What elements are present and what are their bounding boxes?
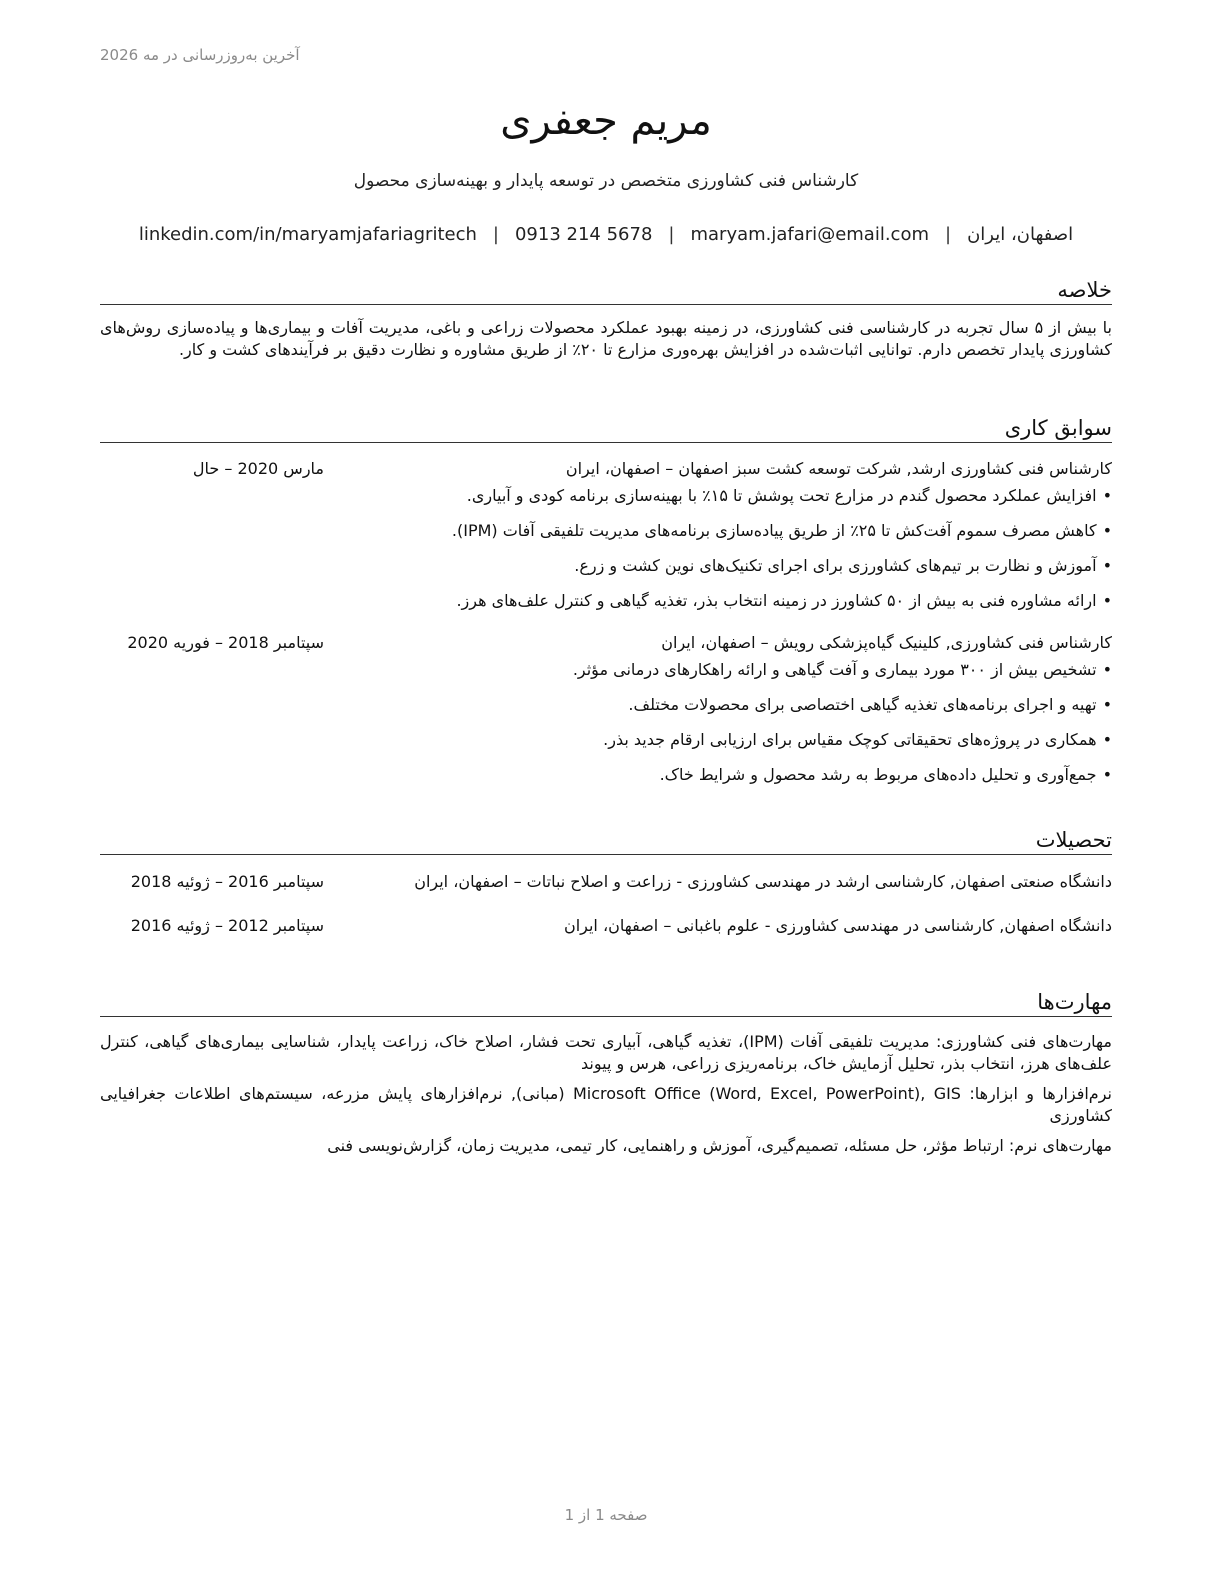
last-updated-note: آخرین به‌روزرسانی در مه 2026 <box>100 46 300 64</box>
list-item: • تهیه و اجرای برنامه‌های تغذیه گیاهی اختصاصی برای محصولات مختلف. <box>100 694 1112 716</box>
skills-section <box>100 990 1112 1165</box>
contact-location: اصفهان، ایران <box>967 224 1074 245</box>
education-section <box>100 828 1112 938</box>
list-item: • ارائه مشاوره فنی به بیش از ۵۰ کشاورز در زمینه انتخاب بذر، تغذیه گیاهی و کنترل علف‌های هرز. <box>100 590 1112 612</box>
education-title: دانشگاه صنعتی اصفهان, کارشناسی ارشد در مهندسی کشاورزی - زراعت و اصلاح نباتات – اصفهان، ایران <box>414 872 1112 892</box>
education-date: سپتامبر 2012 – ژوئیه 2016 <box>130 916 324 936</box>
job-title: کارشناس فنی کشاورزی, کلینیک گیاه‌پزشکی رویش – اصفهان، ایران <box>661 633 1112 653</box>
contact-separator: | <box>492 224 499 245</box>
skill-line: مهارت‌های نرم: ارتباط مؤثر، حل مسئله، تصمیم‌گیری، آموزش و راهنمایی، کار تیمی، مدیریت زمان، گزارش‌نویسی فنی <box>327 1136 1112 1156</box>
job-header <box>100 457 1112 481</box>
job-bullets <box>100 485 1112 612</box>
skill-line: مهارت‌های فنی کشاورزی: مدیریت تلفیقی آفات (IPM)، تغذیه گیاهی، آبیاری تحت فشار، اصلاح خاک، زراعت پایدار، شناسایی بیماری‌های گیاهی، کنترل علف‌های هرز، انتخاب بذر، تحلیل آزمایش خاک، برنامه‌ریزی زراعی، هرس و پیوند <box>100 1032 1113 1074</box>
skill-line: نرم‌افزارها و ابزارها: Microsoft Office (Word, Excel, PowerPoint), GIS (مبانی), نرم‌افزارهای پایش مزرعه، سیستم‌های اطلاعات جغرافیایی کشاورزی <box>100 1084 1112 1126</box>
contact-email[interactable]: maryam.jafari@email.com <box>690 224 929 245</box>
job-bullets <box>100 659 1112 786</box>
skills-list <box>100 1031 1112 1157</box>
experience-section <box>100 416 1112 799</box>
education-entry <box>100 870 1112 894</box>
list-item: • آموزش و نظارت بر تیم‌های کشاورزی برای اجرای تکنیک‌های نوین کشت و زرع. <box>100 555 1112 577</box>
contact-separator: | <box>945 224 952 245</box>
tagline: کارشناس فنی کشاورزی متخصص در توسعه پایدار و بهینه‌سازی محصول <box>353 171 859 191</box>
job-entry <box>100 631 1112 786</box>
job-date: مارس 2020 – حال <box>192 459 324 479</box>
summary-section <box>100 278 1112 361</box>
section-title-education: تحصیلات <box>100 828 1112 855</box>
page-number: صفحه 1 از 1 <box>564 1506 648 1524</box>
summary-text: با بیش از ۵ سال تجربه در کارشناسی فنی کشاورزی، در زمینه بهبود عملکرد محصولات زراعی و باغی، مدیریت آفات و بیماری‌ها و پیاده‌سازی روش‌های کشاورزی پایدار تخصص دارم. توانایی اثبات‌شده در افزایش بهره‌وری مزارع تا ۲۰٪ از طریق مشاوره و نظارت دقیق بر فرآیندهای کشت و کار. <box>100 318 1112 360</box>
education-date: سپتامبر 2016 – ژوئیه 2018 <box>130 872 324 892</box>
job-date: سپتامبر 2018 – فوریه 2020 <box>127 633 324 653</box>
job-entry <box>100 457 1112 612</box>
job-title: کارشناس فنی کشاورزی ارشد, شرکت توسعه کشت سبز اصفهان – اصفهان، ایران <box>565 459 1112 479</box>
contact-line <box>100 224 1112 245</box>
education-entry <box>100 914 1112 938</box>
person-name: مریم جعفری <box>500 98 712 144</box>
education-title: دانشگاه اصفهان, کارشناسی در مهندسی کشاورزی - علوم باغبانی – اصفهان، ایران <box>563 916 1112 936</box>
contact-phone[interactable]: 0913 214 5678 <box>514 224 653 245</box>
contact-linkedin[interactable]: linkedin.com/in/maryamjafariagritech <box>138 224 477 245</box>
resume-page <box>100 0 1112 1584</box>
contact-separator: | <box>668 224 675 245</box>
section-title-skills: مهارت‌ها <box>100 990 1112 1017</box>
list-item: • افزایش عملکرد محصول گندم در مزارع تحت پوشش تا ۱۵٪ با بهینه‌سازی برنامه کودی و آبیاری. <box>100 485 1112 507</box>
list-item: • جمع‌آوری و تحلیل داده‌های مربوط به رشد محصول و شرایط خاک. <box>100 764 1112 786</box>
list-item: • کاهش مصرف سموم آفت‌کش تا ۲۵٪ از طریق پیاده‌سازی برنامه‌های مدیریت تلفیقی آفات (IPM). <box>100 520 1112 542</box>
section-title-summary: خلاصه <box>100 278 1112 305</box>
section-title-experience: سوابق کاری <box>100 416 1112 443</box>
job-header <box>100 631 1112 655</box>
list-item: • همکاری در پروژه‌های تحقیقاتی کوچک مقیاس برای ارزیابی ارقام جدید بذر. <box>100 729 1112 751</box>
list-item: • تشخیص بیش از ۳۰۰ مورد بیماری و آفت گیاهی و ارائه راهکارهای درمانی مؤثر. <box>100 659 1112 681</box>
